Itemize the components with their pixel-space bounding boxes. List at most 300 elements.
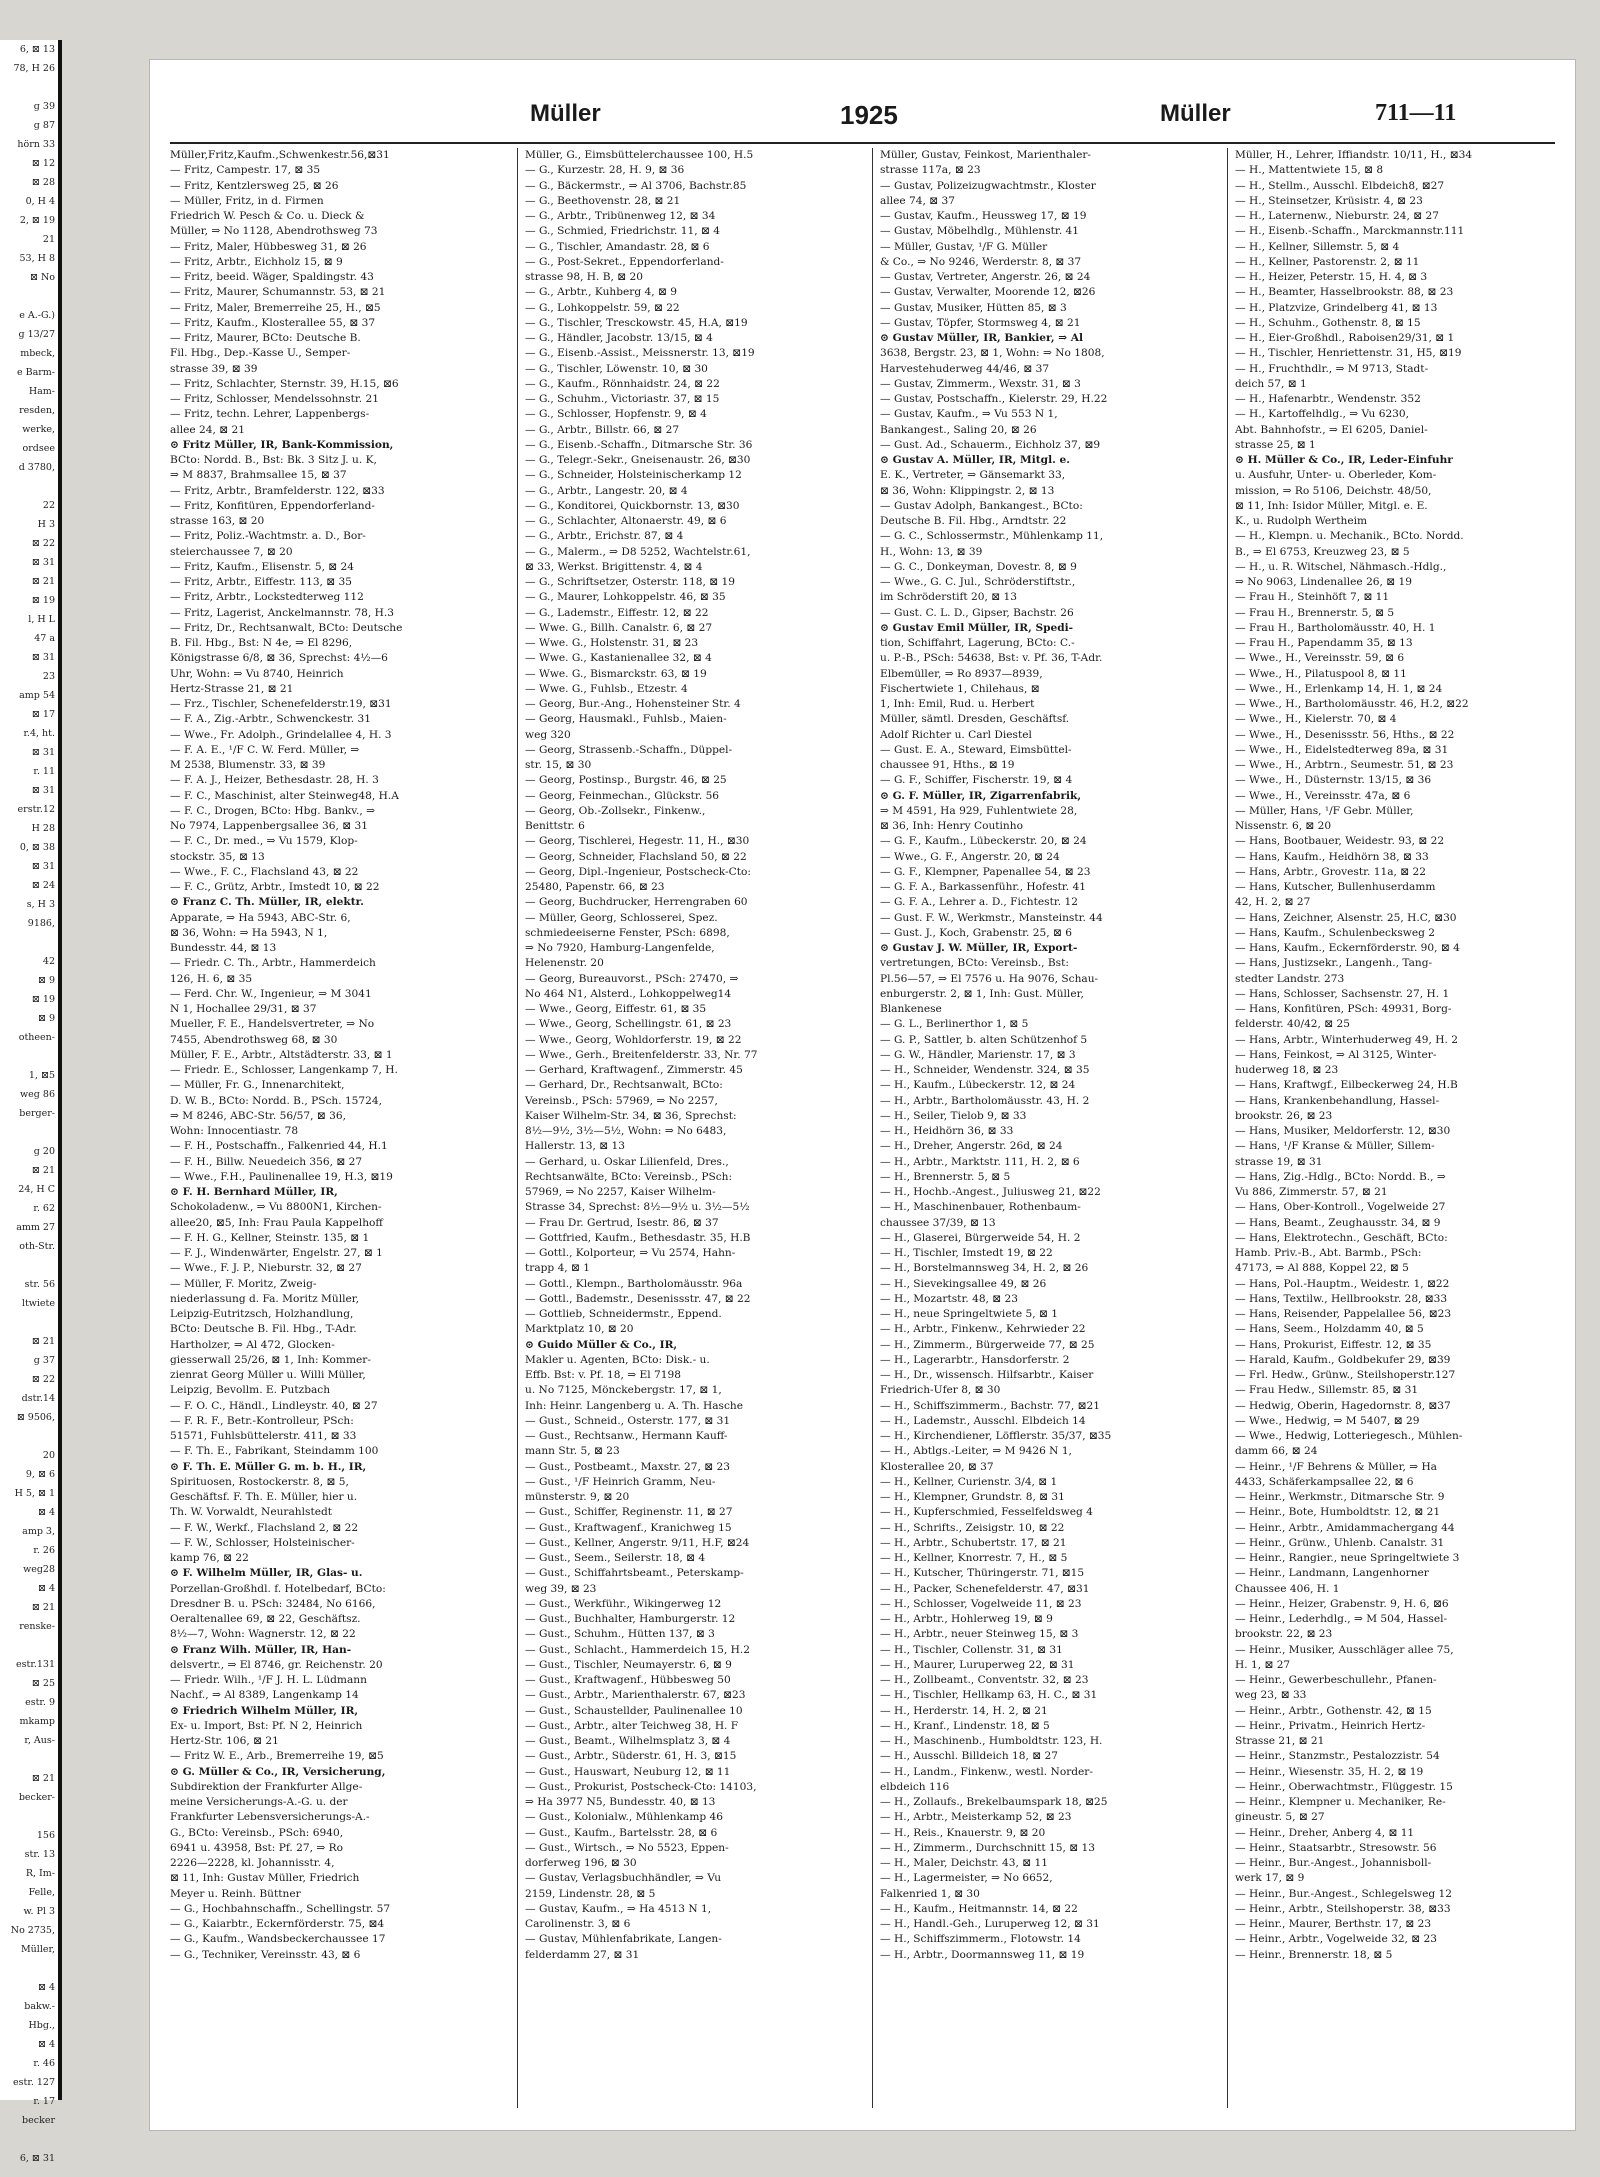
directory-entry: — Wwe. G., Fuhlsb., Etzestr. 4 [525,682,688,695]
directory-entry: — H., Schlosser, Vogelweide 11, ⊠ 23 [880,1597,1082,1610]
edge-fragment: 23 [42,671,55,682]
directory-entry: allee 74, ⊠ 37 [880,194,955,207]
edge-fragment: r, Aus- [24,1735,55,1746]
directory-entry: mission, ⇒ Ro 5106, Deichstr. 48/50, [1235,484,1432,497]
directory-entry: Effb. Bst: v. Pf. 18, ⇒ El 7198 [525,1369,681,1381]
directory-entry: — Wwe. G., Kastanienallee 32, ⊠ 4 [525,652,712,665]
column-divider [517,148,518,2108]
directory-entry: — Hans, Musiker, Meldorferstr. 12, ⊠30 [1235,1125,1451,1137]
directory-entry: — H., Schiffszimmerm., Bachstr. 77, ⊠21 [880,1399,1100,1412]
edge-fragment: ⊠ 21 [31,1165,55,1176]
edge-fragment [0,1807,58,1826]
directory-entry: — G., Konditorei, Quickbornstr. 13, ⊠30 [525,499,740,512]
directory-entry: — Georg, Buchdrucker, Herrengraben 60 [525,896,748,909]
directory-entry: — H., Kupferschmied, Fesselfeldsweg 4 [880,1506,1093,1519]
directory-entry: ⊙ H. Müller & Co., IR, Leder-Einfuhr [1235,454,1453,466]
directory-entry: — F. O. C., Händl., Lindleystr. 40, ⊠ 27 [170,1399,378,1412]
directory-entry: — Fritz, Campestr. 17, ⊠ 35 [170,164,321,177]
directory-entry: — Wwe., H., Arbtrn., Seumestr. 51, ⊠ 23 [1235,759,1454,771]
edge-fragment: amm 27 [16,1222,55,1233]
edge-fragment: g 39 [33,101,55,112]
directory-entry: — Gust., Kaufm., Bartelsstr. 28, ⊠ 6 [525,1826,718,1839]
directory-entry: — H., Kartoffelhdlg., ⇒ Vu 6230, [1235,408,1410,421]
edge-fragment: ⊠ 4 [37,1982,55,1993]
directory-entry: — Gust., Schuhm., Hütten 137, ⊠ 3 [525,1628,715,1641]
edge-fragment [0,1750,58,1769]
directory-entry: dorferweg 196, ⊠ 30 [525,1857,637,1869]
directory-entry: stockstr. 35, ⊠ 13 [170,850,265,863]
edge-fragment: estr. 9 [25,1697,55,1708]
directory-entry: — Gottfried, Kaufm., Bethesdastr. 35, H.B [525,1231,751,1244]
edge-fragment: hörn 33 [17,139,55,150]
directory-entry: B. Fil. Hbg., Bst: N 4e, ⇒ El 8296, [170,637,353,649]
directory-entry: — H., Tischler, Imstedt 19, ⊠ 22 [880,1247,1053,1259]
directory-entry: — Wwe., H., Erlenkamp 14, H. 1, ⊠ 24 [1235,682,1443,695]
directory-entry: ⊙ G. F. Müller, IR, Zigarrenfabrik, [880,789,1082,802]
directory-entry: — H., Kellner, Knorrestr. 7, H., ⊠ 5 [880,1552,1068,1564]
edge-fragment: ⊠ 12 [31,158,55,169]
directory-entry: H. 1, ⊠ 27 [1235,1658,1291,1671]
directory-entry: — Gottl., Kolporteur, ⇒ Vu 2574, Hahn- [525,1247,736,1259]
directory-entry: — Fritz, Konfitüren, Eppendorferland- [170,499,375,512]
directory-entry: Friedrich-Ufer 8, ⊠ 30 [880,1384,1001,1397]
directory-entry: — H., Maschinenb., Humboldtstr. 123, H. [880,1735,1103,1747]
directory-entry: Th. W. Vorwaldt, Neurahlstedt [170,1506,333,1519]
directory-entry: Deutsche B. Fil. Hbg., Arndtstr. 22 [880,515,1067,527]
directory-entry: str. 15, ⊠ 30 [525,759,592,771]
directory-entry: — Heinr., Bur.-Angest., Schlegelsweg 12 [1235,1887,1452,1900]
directory-entry: — Wwe., H., Pilatuspool 8, ⊠ 11 [1235,667,1407,680]
header-year: 1925 [840,100,898,130]
directory-entry: — Gust., Schlacht., Hammerdeich 15, H.2 [525,1643,750,1656]
directory-entry: — H., Hochb.-Angest., Juliusweg 21, ⊠22 [880,1186,1101,1198]
directory-entry: — Hans, Krankenbehandlung, Hassel- [1235,1094,1440,1107]
directory-entry: — Gustav, Möbelhdlg., Mühlenstr. 41 [880,225,1080,238]
directory-entry: — H., Ausschl. Billdeich 18, ⊠ 27 [880,1750,1058,1763]
directory-entry: — G. F. A., Lehrer a. D., Fichtestr. 12 [880,896,1078,909]
edge-fragment: ⊠ 31 [31,785,55,796]
directory-entry: — G., Telegr.-Sekr., Gneisenaustr. 26, ⊠30 [525,454,751,466]
directory-entry: — Heinr., Bote, Humboldtstr. 12, ⊠ 21 [1235,1506,1441,1519]
edge-fragment: amp 3, [22,1526,55,1537]
directory-entry: gineustr. 5, ⊠ 27 [1235,1811,1325,1824]
directory-entry: ⇒ No 9063, Lindenallee 26, ⊠ 19 [1235,576,1413,588]
directory-entry: — Friedr. Wilh., ¹/F J. H. L. Lüdmann [170,1674,367,1686]
edge-fragment: r. 17 [33,2096,55,2107]
edge-fragment: Hbg., [28,2020,55,2031]
directory-entry: — Frau H., Brennerstr. 5, ⊠ 5 [1235,606,1395,619]
directory-entry: — G., Händler, Jacobstr. 13/15, ⊠ 4 [525,332,713,344]
directory-entry: — Wwe., F. C., Flachsland 43, ⊠ 22 [170,865,359,878]
directory-entry: Helenenstr. 20 [525,957,604,970]
directory-entry: — Gust., Wirtsch., ⇒ No 5523, Eppen- [525,1841,729,1854]
edge-fragment: estr. 127 [13,2077,55,2088]
edge-fragment: ⊠ 17 [31,709,55,720]
directory-entry: Subdirektion der Frankfurter Allge- [170,1780,363,1793]
edge-fragment: No 2735, [10,1925,55,1936]
directory-entry: — Wwe., H., Kielerstr. 70, ⊠ 4 [1235,713,1397,726]
directory-entry: Strasse 21, ⊠ 21 [1235,1735,1325,1747]
directory-entry: ⇒ M 8837, Brahmsallee 15, ⊠ 37 [170,469,347,482]
directory-entry: deich 57, ⊠ 1 [1235,377,1307,390]
column-3 [880,148,1220,2108]
edge-fragment: ⊠ 4 [37,1583,55,1594]
edge-fragment: otheen- [18,1032,55,1043]
directory-entry: brookstr. 26, ⊠ 23 [1235,1109,1333,1122]
directory-entry: — Fritz, Arbtr., Lockstedterweg 112 [170,591,364,604]
directory-entry: 1, Inh: Emil, Rud. u. Herbert [880,698,1035,710]
directory-entry: — H., Schrifts., Zeisigstr. 10, ⊠ 22 [880,1521,1065,1534]
directory-entry: — Heinr., Lederhdlg., ⇒ M 504, Hassel- [1235,1613,1448,1625]
directory-entry: — Georg, Bureauvorst., PSch: 27470, ⇒ [525,972,739,985]
directory-entry: zienrat Georg Müller u. Willi Müller, [170,1369,366,1381]
directory-entry: delsvertr., ⇒ El 8746, gr. Reichenstr. 20 [170,1658,383,1671]
directory-entry: Adolf Richter u. Carl Diestel [880,728,1032,741]
directory-entry: Ex- u. Import, Bst: Pf. N 2, Heinrich [170,1719,363,1732]
directory-entry: Oeraltenallee 69, ⊠ 22, Geschäftsz. [170,1613,361,1625]
directory-entry: Elbemüller, ⇒ Ro 8937—8939, [880,667,1043,680]
directory-entry: Harvestehuderweg 44/46, ⊠ 37 [880,362,1050,375]
directory-entry: tion, Schiffahrt, Lagerung, BCto: C.- [880,637,1075,649]
directory-entry: 2226—2228, kl. Johannisstr. 4, [170,1857,335,1869]
directory-entry: — Fritz, Dr., Rechtsanwalt, BCto: Deutsche [170,621,403,634]
directory-entry: — Gustav Adolph, Bankangest., BCto: [880,499,1083,512]
directory-entry: vertretungen, BCto: Vereinsb., Bst: [880,957,1069,970]
directory-entry: — G., Tischler, Löwenstr. 10, ⊠ 30 [525,362,708,375]
directory-entry: — H., Kellner, Curienstr. 3/4, ⊠ 1 [880,1475,1058,1488]
directory-entry: Apparate, ⇒ Ha 5943, ABC-Str. 6, [170,911,351,924]
directory-entry: Hertz-Strasse 21, ⊠ 21 [170,682,294,695]
directory-entry: — H., Zimmerm., Bürgerweide 77, ⊠ 25 [880,1338,1095,1351]
directory-entry: — Wwe., H., Vereinsstr. 47a, ⊠ 6 [1235,789,1411,802]
directory-entry: — Gustav, Musiker, Hütten 85, ⊠ 3 [880,301,1067,314]
directory-entry: — Frau H., Steinhöft 7, ⊠ 11 [1235,591,1390,604]
directory-entry: — Gustav, Kaufm., ⇒ Vu 553 N 1, [880,408,1058,421]
directory-entry: strasse 98, H. B, ⊠ 20 [525,271,644,283]
directory-entry: No 7974, Lappenbergsallee 36, ⊠ 31 [170,820,368,832]
directory-entry: — Hans, Textilw., Hellbrookstr. 28, ⊠33 [1235,1292,1448,1305]
directory-entry: 4433, Schäferkampsallee 22, ⊠ 6 [1235,1475,1414,1488]
directory-entry: — Hans, Arbtr., Grovestr. 11a, ⊠ 22 [1235,865,1427,878]
column-4 [1235,148,1565,2108]
edge-fragment: bakw.- [24,2001,55,2012]
directory-entry: kamp 76, ⊠ 22 [170,1552,249,1564]
directory-entry: — Hans, Beamt., Zeughausstr. 34, ⊠ 9 [1235,1216,1441,1229]
directory-entry: — H., Klempn. u. Mechanik., BCto. Nordd. [1235,530,1464,543]
directory-entry: M 2538, Blumenstr. 33, ⊠ 39 [170,759,326,771]
edge-fragment: e A.-G.) [19,310,55,321]
directory-entry: — Heinr., Bur.-Angest., Johannisboll- [1235,1857,1432,1869]
directory-entry: felderstr. 40/42, ⊠ 25 [1235,1018,1351,1031]
directory-entry: Hartholzer, ⇒ Al 472, Glocken- [170,1338,335,1351]
directory-entry: mann Str. 5, ⊠ 23 [525,1445,620,1458]
directory-entry: Fischertwiete 1, Chilehaus, ⊠ [880,682,1040,695]
edge-fragment: ⊠ 19 [31,595,55,606]
directory-entry: — H., Tischler, Collenstr. 31, ⊠ 31 [880,1643,1063,1656]
directory-entry: — Fritz, Kaufm., Elisenstr. 5, ⊠ 24 [170,560,355,573]
edge-fragment: weg 86 [20,1089,55,1100]
directory-entry: — G., Kaiarbtr., Eckernförderstr. 75, ⊠4 [170,1918,385,1930]
directory-entry: — Gust., Kraftwagenf., Hübbesweg 50 [525,1674,731,1686]
directory-entry: Uhr, Wohn: ⇒ Vu 8740, Heinrich [170,667,344,680]
directory-entry: 6941 u. 43958, Bst: Pf. 27, ⇒ Ro [170,1841,343,1854]
directory-entry: strasse 117a, ⊠ 23 [880,164,981,177]
edge-fragment: str. 13 [24,1849,55,1860]
directory-entry: — H., Maschinenbauer, Rothenbaum- [880,1201,1081,1214]
edge-fragment: r. 62 [33,1203,55,1214]
edge-fragment: ⊠ 28 [31,177,55,188]
directory-entry: — H., Kellner, Sillemstr. 5, ⊠ 4 [1235,240,1400,253]
directory-entry: — Georg, Feinmechan., Glückstr. 56 [525,789,720,802]
directory-entry: Frankfurter Lebensversicherungs-A.- [170,1811,370,1824]
directory-entry: münsterstr. 9, ⊠ 20 [525,1491,630,1503]
directory-entry: Rechtsanwälte, BCto: Vereinsb., PSch: [525,1170,733,1183]
directory-entry: — Heinr., Staatsarbtr., Stresowstr. 56 [1235,1841,1437,1854]
directory-entry: — Georg, Schneider, Flachsland 50, ⊠ 22 [525,850,747,863]
directory-entry: — H., Maler, Deichstr. 43, ⊠ 11 [880,1857,1048,1869]
directory-entry: ⊠ 36, Wohn: ⇒ Ha 5943, N 1, [170,926,328,939]
edge-fragment: werke, [22,424,55,435]
directory-entry: — Gustav, Verwalter, Moorende 12, ⊠26 [880,286,1096,299]
directory-entry: — G., Arbtr., Tribünenweg 12, ⊠ 34 [525,210,716,222]
directory-entry: — H., Maurer, Luruperweg 22, ⊠ 31 [880,1658,1075,1671]
edge-fragment: 6, ⊠ 13 [19,44,55,55]
directory-entry: — Heinr., Landmann, Langenhorner [1235,1567,1429,1580]
directory-entry: — G., Techniker, Vereinsstr. 43, ⊠ 6 [170,1948,361,1961]
directory-entry: — Gust., Postbeamt., Maxstr. 27, ⊠ 23 [525,1460,730,1473]
directory-entry: — Heinr., Werkmstr., Ditmarsche Str. 9 [1235,1491,1445,1503]
directory-entry: — Hans, Bootbauer, Weidestr. 93, ⊠ 22 [1235,835,1445,848]
directory-entry: Hallerstr. 13, ⊠ 13 [525,1140,625,1153]
directory-entry: — G. F. A., Barkassenführ., Hofestr. 41 [880,881,1087,893]
header-rule [170,142,1555,144]
directory-entry: Müller, F. E., Arbtr., Altstädterstr. 33, ⊠ 1 [170,1048,393,1061]
directory-entry: — G., Schlosser, Hopfenstr. 9, ⊠ 4 [525,408,707,421]
edge-fragment: 24, H C [18,1184,55,1195]
directory-entry: — H., Platzvize, Grindelberg 41, ⊠ 13 [1235,301,1438,314]
directory-entry: — Gottl., Bademstr., Desenissstr. 47, ⊠ 22 [525,1292,751,1305]
directory-entry: — G., Schuhm., Victoriastr. 37, ⊠ 15 [525,393,720,405]
edge-fragment: ⊠ 22 [31,1374,55,1385]
directory-entry: — H., Seiler, Tielob 9, ⊠ 33 [880,1109,1027,1122]
directory-entry: — Fritz, Lagerist, Anckelmannstr. 78, H.3 [170,606,394,619]
directory-entry: — H., Mozartstr. 48, ⊠ 23 [880,1292,1019,1305]
edge-fragment: ⊠ 9 [37,1013,55,1024]
directory-entry: — Hedwig, Oberin, Hagedornstr. 8, ⊠37 [1235,1399,1451,1412]
directory-entry: — Heinr., Rangier., neue Springeltwiete 3 [1235,1552,1460,1564]
edge-fragment: ⊠ 21 [31,1773,55,1784]
directory-entry: — Wwe., Fr. Adolph., Grindelallee 4, H. 3 [170,728,392,741]
directory-entry: B., ⇒ El 6753, Kreuzweg 23, ⊠ 5 [1235,545,1410,558]
directory-entry: — Wwe., F. J. P., Nieburstr. 32, ⊠ 27 [170,1262,362,1275]
edge-fragment [0,287,58,306]
directory-entry: — Wwe., H., Düsternstr. 13/15, ⊠ 36 [1235,774,1432,787]
directory-entry: — Gustav, Vertreter, Angerstr. 26, ⊠ 24 [880,271,1091,283]
edge-fragment: oth-Str. [19,1241,55,1252]
directory-entry: 25480, Papenstr. 66, ⊠ 23 [525,881,665,893]
directory-entry: — Wwe., G. C. Jul., Schröderstiftstr., [880,576,1076,588]
directory-entry: — Gustav, Mühlenfabrikate, Langen- [525,1933,722,1946]
edge-fragment: 42 [42,956,55,967]
directory-entry: — Wwe., Hedwig, ⇒ M 5407, ⊠ 29 [1235,1414,1420,1427]
directory-entry: — Fritz, Poliz.-Wachtmstr. a. D., Bor- [170,530,366,543]
directory-entry: u. No 7125, Mönckebergstr. 17, ⊠ 1, [525,1384,722,1397]
edge-fragment: 53, H 8 [19,253,55,264]
directory-entry: — H., Schuhm., Gothenstr. 8, ⊠ 15 [1235,316,1421,329]
directory-entry: — H., Arbtr., Bartholomäusstr. 43, H. 2 [880,1094,1090,1107]
directory-entry: — H., Klempner, Grundstr. 8, ⊠ 31 [880,1491,1065,1503]
directory-entry: E. K., Vertreter, ⇒ Gänsemarkt 33, [880,469,1066,482]
edge-fragment: ⊠ 31 [31,747,55,758]
directory-entry: — G., Schriftsetzer, Osterstr. 118, ⊠ 19 [525,576,735,588]
directory-entry: im Schröderstift 20, ⊠ 13 [880,591,1017,604]
column-divider [872,148,873,2108]
directory-entry: — Gust., Arbtr., Süderstr. 61, H. 3, ⊠15 [525,1750,737,1763]
directory-entry: — F. H., Postschaffn., Falkenried 44, H.1 [170,1140,388,1153]
directory-entry: Fil. Hbg., Dep.-Kasse U., Semper- [170,347,351,360]
directory-entry: — Hans, Kutscher, Bullenhuserdamm [1235,881,1436,893]
directory-entry: — F. A. J., Heizer, Bethesdastr. 28, H. 3 [170,774,379,787]
directory-entry: giesserwall 25/26, ⊠ 1, Inh: Kommer- [170,1353,371,1366]
directory-entry: — Gust., Kolonialw., Mühlenkamp 46 [525,1811,724,1824]
directory-entry: ⇒ M 8246, ABC-Str. 56/57, ⊠ 36, [170,1109,346,1122]
edge-fragment: Müller, [20,1944,55,1955]
edge-fragment: ⊠ 4 [37,2039,55,2050]
directory-entry: — Gust., ¹/F Heinrich Gramm, Neu- [525,1475,716,1488]
edge-fragment: H 5, ⊠ 1 [14,1488,55,1499]
directory-entry: — G., Maurer, Lohkoppelstr. 46, ⊠ 35 [525,591,726,604]
directory-entry: — Wwe., Gerh., Breitenfelderstr. 33, Nr. 77 [525,1048,758,1061]
directory-entry: Friedrich W. Pesch & Co. u. Dieck & [170,210,365,222]
directory-entry: damm 66, ⊠ 24 [1235,1445,1318,1458]
directory-entry: ⊠ 11, Inh: Isidor Müller, Mitgl. e. E. [1235,499,1428,512]
directory-entry: Strasse 34, Sprechst: 8½—9½ u. 3½—5½ [525,1201,750,1214]
directory-entry: — Fritz, beeid. Wäger, Spaldingstr. 43 [170,271,374,283]
directory-entry: — Fritz, Maler, Bremerreihe 25, H., ⊠5 [170,301,381,314]
directory-entry: — Georg, Ob.-Zollsekr., Finkenw., [525,804,706,817]
directory-entry: Makler u. Agenten, BCto: Disk.- u. [525,1353,710,1366]
directory-entry: — H., Arbtr., Hohlerweg 19, ⊠ 9 [880,1613,1053,1625]
directory-entry: — Gerhard, Dr., Rechtsanwalt, BCto: [525,1079,723,1092]
directory-entry: Dresdner B. u. PSch: 32484, No 6166, [170,1597,376,1610]
directory-entry: ⊙ Gustav Emil Müller, IR, Spedi- [880,621,1074,634]
edge-fragment: ⊠ 21 [31,1336,55,1347]
directory-entry: ⊙ G. Müller & Co., IR, Versicherung, [170,1765,386,1778]
directory-entry: — H., Tischler, Hellkamp 63, H. C., ⊠ 31 [880,1689,1098,1702]
directory-entry: — F. W., Schlosser, Holsteinischer- [170,1536,355,1549]
directory-entry: Pl.56—57, ⇒ El 7576 u. Ha 9076, Schau- [880,972,1099,985]
directory-entry: chaussee 91, Hths., ⊠ 19 [880,759,1015,771]
directory-entry: 8½—7, Wohn: Wagnerstr. 12, ⊠ 22 [170,1628,356,1641]
directory-entry: — G., Post-Sekret., Eppendorferland- [525,255,724,268]
edge-fragment: ⊠ 22 [31,538,55,549]
directory-entry: enburgerstr. 2, ⊠ 1, Inh: Gust. Müller, [880,987,1084,1000]
directory-entry: — H., Laternenw., Nieburstr. 24, ⊠ 27 [1235,210,1439,222]
directory-entry: — H., Stellm., Ausschl. Elbdeich8, ⊠27 [1235,179,1445,192]
directory-entry: — G., Kaufm., Rönnhaidstr. 24, ⊠ 22 [525,377,720,390]
directory-entry: — G., Tischler, Amandastr. 28, ⊠ 6 [525,240,710,253]
directory-entry: huderweg 18, ⊠ 23 [1235,1064,1339,1076]
directory-entry: — H., Brennerstr. 5, ⊠ 5 [880,1170,1011,1183]
directory-entry: 2159, Lindenstr. 28, ⊠ 5 [525,1887,656,1900]
directory-entry: — G. C., Schlossermstr., Mühlenkamp 11, [880,530,1104,543]
directory-entry: — H., Lagerarbtr., Hansdorferstr. 2 [880,1353,1070,1366]
directory-entry: — Gustav, Verlagsbuchhändler, ⇒ Vu [525,1872,722,1885]
directory-entry: 47173, ⇒ Al 888, Koppel 22, ⊠ 5 [1235,1262,1409,1275]
directory-entry: G., BCto: Vereinsb., PSch: 6940, [170,1826,344,1839]
edge-fragment: 6, ⊠ 31 [19,2153,55,2164]
directory-entry: D. W. B., BCto: Nordd. B., PSch. 15724, [170,1094,383,1107]
directory-entry: — H., Fruchthdlr., ⇒ M 9713, Stadt- [1235,362,1429,375]
directory-entry: ⇒ M 4591, Ha 929, Fuhlentwiete 28, [880,804,1078,817]
directory-entry: weg 320 [525,728,571,741]
edge-fragment: r.4, ht. [23,728,55,739]
directory-entry: Geschäftsf. F. Th. E. Müller, hier u. [170,1491,358,1503]
directory-entry: — F. A., Zig.-Arbtr., Schwenckestr. 31 [170,713,371,726]
directory-entry: Wohn: Innocentiastr. 78 [170,1125,299,1137]
directory-entry: — Gustav, Zimmerm., Wexstr. 31, ⊠ 3 [880,377,1081,390]
directory-entry: 57969, ⇒ No 2257, Kaiser Wilhelm- [525,1186,716,1198]
directory-entry: — Gust. C. L. D., Gipser, Bachstr. 26 [880,606,1074,619]
directory-entry: ⊙ Fritz Müller, IR, Bank-Kommission, [170,438,394,451]
directory-entry: — Müller, Georg, Schlosserei, Spez. [525,911,718,924]
edge-fragment: g 87 [33,120,55,131]
directory-entry: chaussee 37/39, ⊠ 13 [880,1216,996,1229]
directory-entry: — Heinr., Grünw., Uhlenb. Canalstr. 31 [1235,1536,1445,1549]
directory-entry: ⊙ F. H. Bernhard Müller, IR, [170,1186,338,1198]
directory-entry: No 464 N1, Alsterd., Lohkoppelweg14 [525,987,732,1000]
page-header [150,100,1575,140]
directory-entry: — Fritz, Maurer, Schumannstr. 53, ⊠ 21 [170,286,386,299]
directory-entry: — Gustav, Töpfer, Stormsweg 4, ⊠ 21 [880,316,1081,329]
directory-entry: — H., Kutscher, Thüringerstr. 71, ⊠15 [880,1567,1085,1580]
directory-entry: — H., Arbtr., Marktstr. 111, H. 2, ⊠ 6 [880,1155,1080,1168]
directory-entry: — H., u. R. Witschel, Nähmasch.-Hdlg., [1235,560,1447,573]
directory-entry: meine Versicherungs-A.-G. u. der [170,1796,348,1808]
edge-fragment: weg28 [23,1564,55,1575]
directory-entry: Blankenese [880,1003,942,1015]
directory-entry: — H., Eisenb.-Schaffn., Marckmannstr.111 [1235,225,1465,238]
directory-entry: — Hans, Kaufm., Eckernförderstr. 90, ⊠ 4 [1235,942,1460,954]
directory-entry: — Hans, Justizsekr., Langenh., Tang- [1235,957,1433,970]
directory-entry: elbdeich 116 [880,1780,950,1793]
directory-entry: — G., Arbtr., Langestr. 20, ⊠ 4 [525,484,688,497]
directory-entry: — F. J., Windenwärter, Engelstr. 27, ⊠ 1 [170,1247,383,1259]
directory-entry: — Gust., Schiffahrtsbeamt., Peterskamp- [525,1567,744,1580]
directory-entry: — H., Lagermeister, ⇒ No 6652, [880,1872,1053,1885]
directory-entry: ⊠ 36, Wohn: Klippingstr. 2, ⊠ 13 [880,484,1055,497]
directory-entry: — Heinr., Privatm., Heinrich Hertz- [1235,1719,1426,1732]
directory-entry: strasse 163, ⊠ 20 [170,515,265,527]
directory-entry: 42, H. 2, ⊠ 27 [1235,896,1311,909]
directory-entry: — G., Lohkoppelstr. 59, ⊠ 22 [525,301,680,314]
directory-entry: — G., Arbtr., Erichstr. 87, ⊠ 4 [525,530,684,543]
directory-entry: — Gust., Arbtr., Marienthalerstr. 67, ⊠23 [525,1689,746,1702]
edge-fragment: ⊠ 25 [31,1678,55,1689]
directory-entry: — Wwe., G. F., Angerstr. 20, ⊠ 24 [880,850,1060,863]
directory-entry: — Gustav, Kaufm., Heussweg 17, ⊠ 19 [880,210,1087,222]
directory-entry: — Gust., Rechtsanw., Hermann Kauff- [525,1430,728,1442]
directory-entry: — Gustav, Kaufm., ⇒ Ha 4513 N 1, [525,1902,712,1915]
directory-entry: — Gust., Kellner, Angerstr. 9/11, H.F, ⊠24 [525,1536,750,1549]
directory-entry: ⊙ Franz C. Th. Müller, IR, elektr. [170,896,364,909]
entry-columns [170,148,1565,2108]
directory-entry: — Fritz, Schlachter, Sternstr. 39, H.15, ⊠6 [170,377,399,390]
directory-entry: — Müller, Gustav, ¹/F G. Müller [880,240,1048,253]
directory-entry: — Müller, Hans, ¹/F Gebr. Müller, [1235,804,1414,817]
directory-entry: — Friedr. E., Schlosser, Langenkamp 7, H. [170,1064,398,1076]
directory-entry: — H., Zollaufs., Brekelbaumspark 18, ⊠25 [880,1796,1108,1808]
